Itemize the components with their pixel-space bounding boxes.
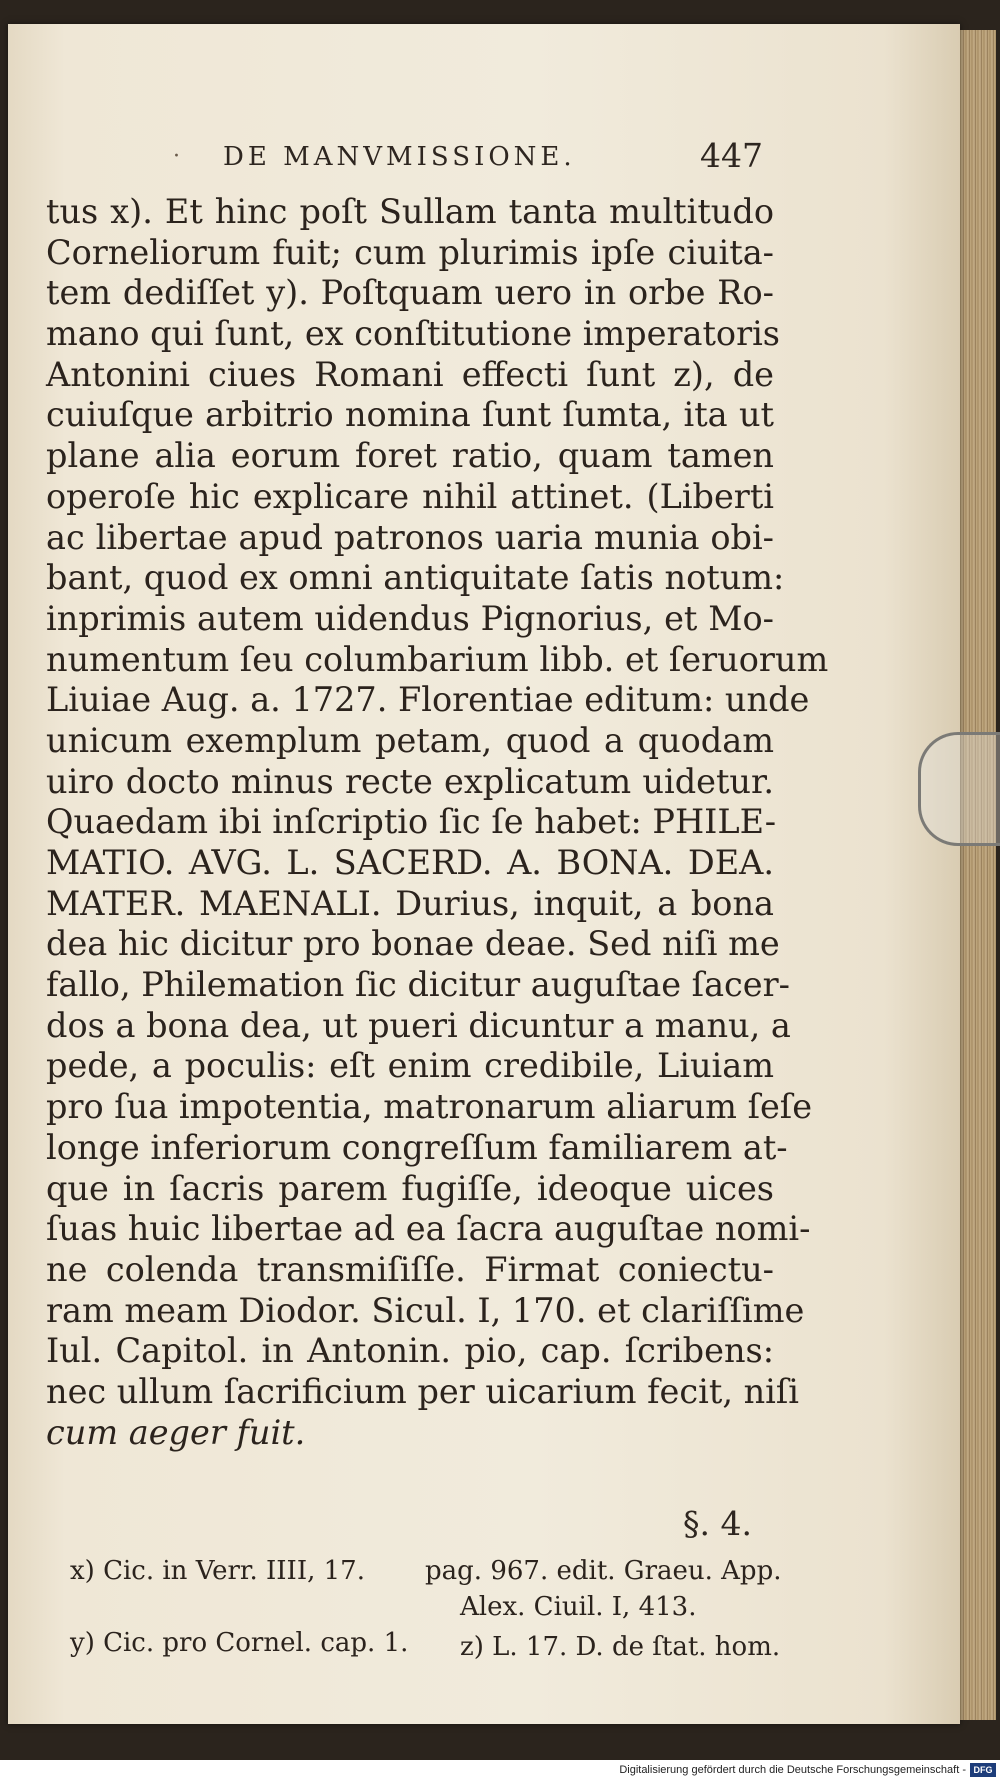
text-line: numentum ſeu columbarium libb. et ſeruorum — [46, 639, 829, 679]
text-line: MATER. MAENALI. Durius, inquit, a bona — [46, 883, 774, 923]
text-line: mano qui ſunt, ex conſtitutione imperatoris — [46, 314, 780, 354]
text-line: fallo, Philemation ſic dicitur auguſtae ſacer- — [46, 965, 790, 1005]
text-line: unicum exemplum petam, quod a quodam — [46, 720, 774, 760]
footnote-x-continuation: pag. 967. edit. Graeu. App. — [425, 1556, 782, 1586]
book-page — [8, 24, 960, 1724]
funding-credit: Digitalisierung gefördert durch die Deutsche Forschungsgemeinschaft - — [619, 1764, 966, 1776]
text-line: Corneliorum fuit; cum plurimis ipſe ciuita- — [46, 232, 774, 272]
footnote-x: x) Cic. in Verr. IIII, 17. — [70, 1556, 365, 1586]
running-header — [173, 136, 773, 182]
text-line: uiro docto minus recte explicatum uidetur. — [46, 761, 774, 801]
text-line: nec ullum ſacrificium per uicarium fecit, niſi — [46, 1371, 800, 1411]
text-line: ram meam Diodor. Sicul. I, 170. et clariſſime — [46, 1290, 805, 1330]
footnote-z: z) L. 17. D. de ſtat. hom. — [460, 1632, 781, 1662]
text-line: pro ſua impotentia, matronarum aliarum ſeſe — [46, 1087, 813, 1127]
text-line: Iul. Capitol. in Antonin. pio, cap. ſcribens: — [46, 1331, 774, 1371]
text-line: inprimis autem uidendus Pignorius, et Mo- — [46, 598, 774, 638]
header-ornament: · — [173, 144, 180, 169]
text-line: que in ſacris parem fugiſſe, ideoque uices — [46, 1168, 774, 1208]
text-line: dos a bona dea, ut pueri dicuntur a manu, a — [46, 1005, 791, 1045]
catchword: §. 4. — [683, 1504, 752, 1543]
text-line: tem dediſſet y). Poſtquam uero in orbe Ro- — [46, 273, 774, 313]
text-line: plane alia eorum foret ratio, quam tamen — [46, 436, 774, 476]
text-line: dea hic dicitur pro bonae deae. Sed niſi me — [46, 924, 780, 964]
running-title: DE MANVMISSIONE. — [223, 142, 576, 172]
text-line: longe inferiorum congreſſum familiarem at- — [46, 1127, 788, 1167]
footnote-y: y) Cic. pro Cornel. cap. 1. — [70, 1628, 409, 1658]
text-line: Quaedam ibi inſcriptio ſic ſe habet: PHILE- — [46, 802, 777, 842]
text-line: pede, a poculis: eſt enim credibile, Liuiam — [46, 1046, 774, 1086]
text-line: MATIO. AVG. L. SACERD. A. BONA. DEA. — [46, 843, 774, 882]
text-line: bant, quod ex omni antiquitate ſatis notum: — [46, 558, 785, 598]
text-line-last: cum aeger fuit. — [46, 1412, 306, 1452]
text-line: ſuas huic libertae ad ea ſacra auguſtae nomi- — [46, 1209, 811, 1249]
text-line: operoſe hic explicare nihil attinet. (Liberti — [46, 476, 774, 516]
text-line: ne colenda transmiſiſſe. Firmat coniectu- — [46, 1249, 774, 1289]
text-line: Liuiae Aug. a. 1727. Florentiae editum: unde — [46, 680, 810, 720]
page-marker-tab — [918, 732, 1000, 846]
text-line: ac libertae apud patronos uaria munia obi- — [46, 517, 774, 557]
text-line: tus x). Et hinc poſt Sullam tanta multitudo — [46, 192, 774, 231]
footnote-x-continuation: Alex. Ciuil. I, 413. — [460, 1592, 697, 1622]
text-line: Antonini ciues Romani effecti ſunt z), de — [46, 354, 774, 394]
body-text — [46, 192, 829, 1453]
digitization-footer — [0, 1760, 1000, 1782]
page-number: 447 — [700, 136, 763, 175]
dfg-logo-icon: DFG — [970, 1763, 996, 1777]
text-line: cuiuſque arbitrio nomina ſunt ſumta, ita ut — [46, 395, 774, 435]
